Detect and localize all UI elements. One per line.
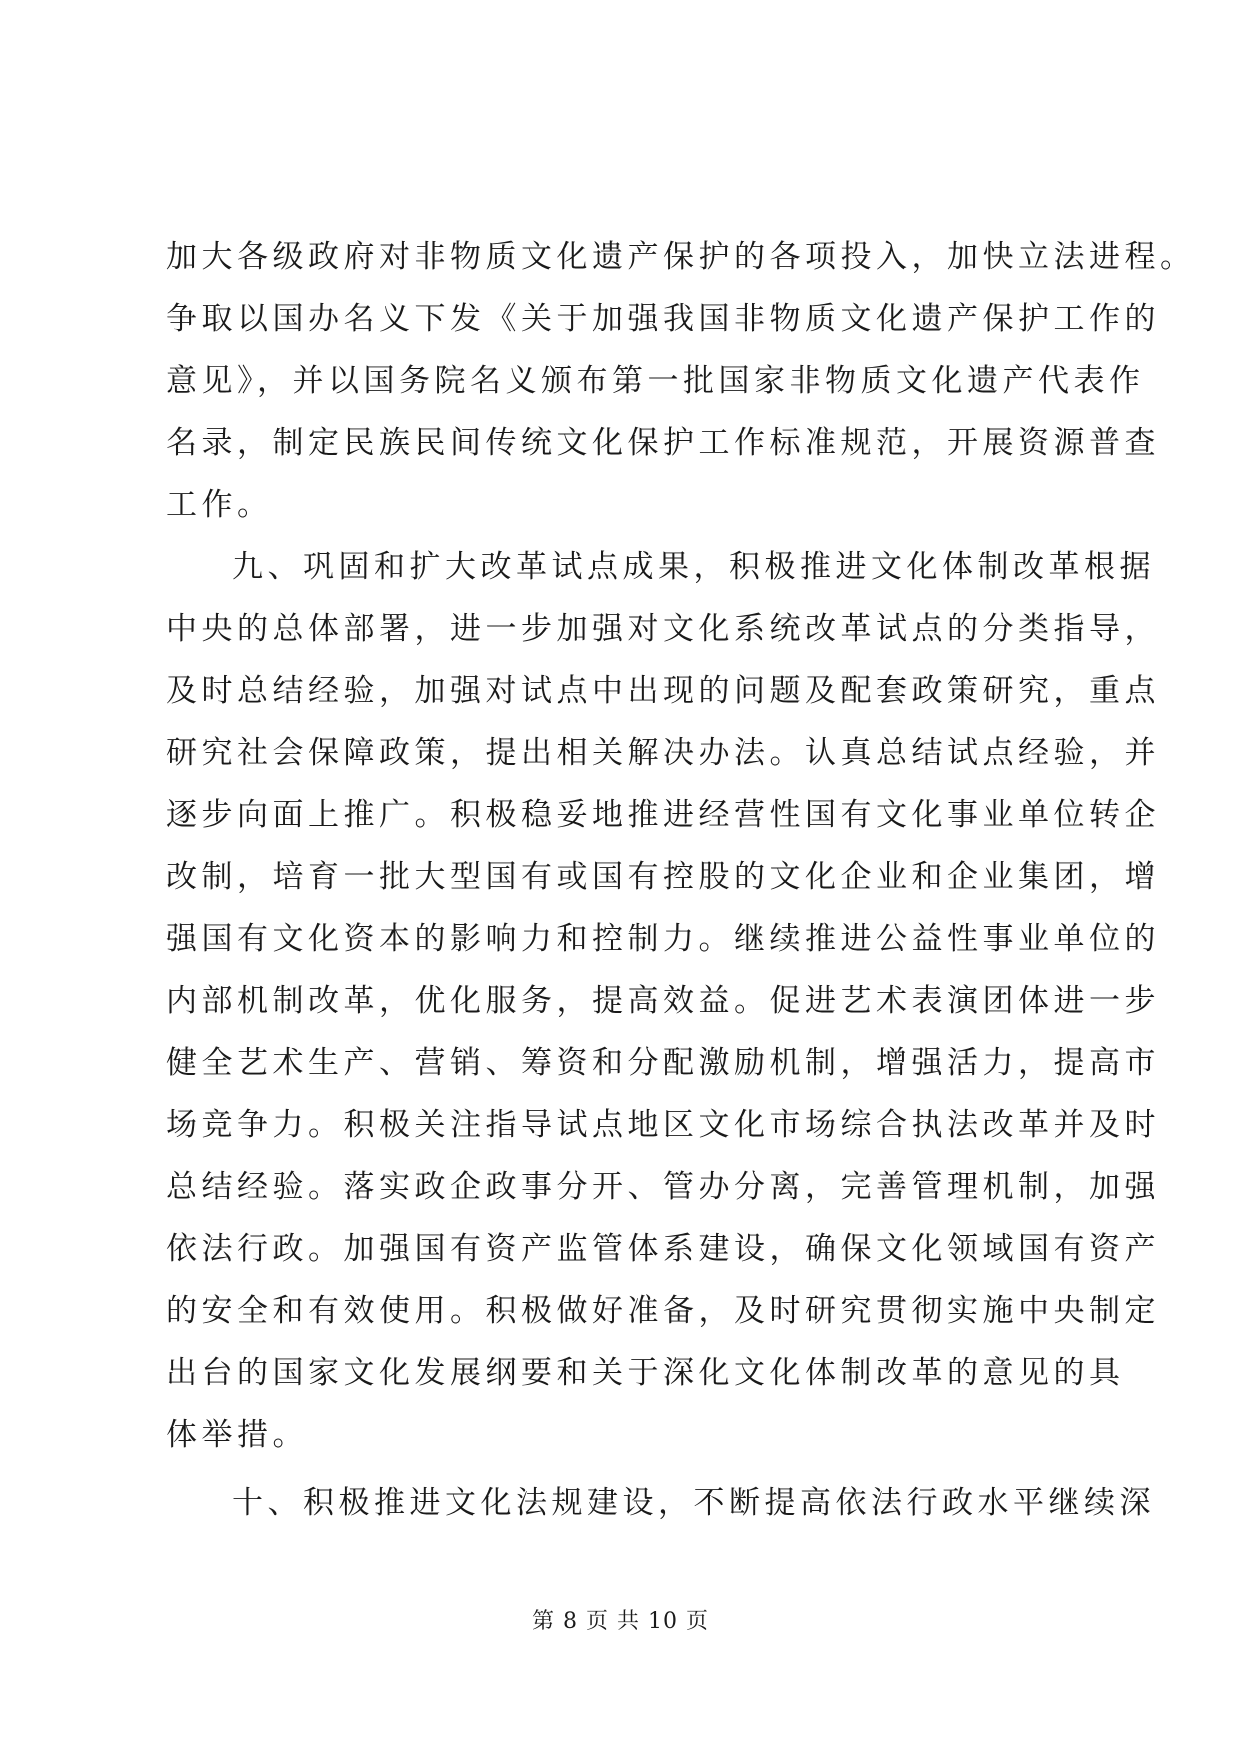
text-line: 健全艺术生产、营销、筹资和分配激励机制，增强活力，提高市	[166, 1045, 1160, 1081]
text-line: 的安全和有效使用。积极做好准备，及时研究贯彻实施中央制定	[166, 1293, 1160, 1329]
text-line: 内部机制改革，优化服务，提高效益。促进艺术表演团体进一步	[166, 983, 1160, 1019]
text-line: 及时总结经验，加强对试点中出现的问题及配套政策研究，重点	[166, 673, 1160, 709]
body-text	[166, 226, 1196, 1534]
page-number-label: 第 8 页 共 10 页	[532, 1609, 709, 1634]
text-line: 体举措。	[166, 1417, 308, 1453]
text-line: 意见》，并以国务院名义颁布第一批国家非物质文化遗产代表作	[166, 363, 1145, 399]
text-line: 逐步向面上推广。积极稳妥地推进经营性国有文化事业单位转企	[166, 797, 1160, 833]
text-line: 研究社会保障政策，提出相关解决办法。认真总结试点经验，并	[166, 735, 1160, 771]
text-line: 总结经验。落实政企政事分开、管办分离，完善管理机制，加强	[166, 1169, 1160, 1205]
section-heading-line: 十、积极推进文化法规建设，不断提高依法行政水平继续深	[232, 1485, 1155, 1521]
text-line: 场竞争力。积极关注指导试点地区文化市场综合执法改革并及时	[166, 1107, 1160, 1143]
text-line: 改制，培育一批大型国有或国有控股的文化企业和企业集团，增	[166, 859, 1160, 895]
text-line: 加大各级政府对非物质文化遗产保护的各项投入，加快立法进程。	[166, 239, 1196, 275]
text-line: 出台的国家文化发展纲要和关于深化文化体制改革的意见的具	[166, 1355, 1125, 1391]
text-line: 争取以国办名义下发《关于加强我国非物质文化遗产保护工作的	[166, 301, 1160, 337]
text-line: 工作。	[166, 487, 273, 523]
text-line: 中央的总体部署，进一步加强对文化系统改革试点的分类指导，	[166, 611, 1160, 647]
text-line: 强国有文化资本的影响力和控制力。继续推进公益性事业单位的	[166, 921, 1160, 957]
text-line: 依法行政。加强国有资产监管体系建设，确保文化领域国有资产	[166, 1231, 1160, 1267]
page-footer	[0, 1604, 1241, 1635]
text-line: 名录，制定民族民间传统文化保护工作标准规范，开展资源普查	[166, 425, 1160, 461]
section-heading-line: 九、巩固和扩大改革试点成果，积极推进文化体制改革根据	[232, 549, 1155, 585]
